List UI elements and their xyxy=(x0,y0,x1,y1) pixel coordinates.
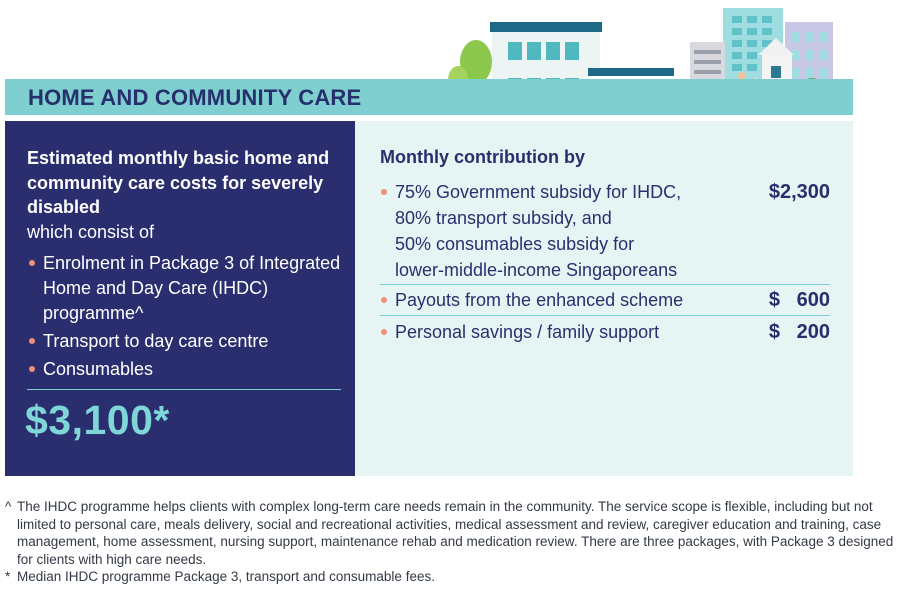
contribution-heading: Monthly contribution by xyxy=(380,147,585,167)
list-item: Consumables xyxy=(27,357,347,382)
list-item: Enrolment in Package 3 of Integrated Home and Day Care (IHDC) programme^ xyxy=(27,251,347,326)
divider xyxy=(380,315,830,316)
bullet-icon xyxy=(381,297,387,303)
contribution-label-line: 80% transport subsidy, and xyxy=(395,208,612,228)
contribution-label-line: 50% consumables subsidy for xyxy=(395,234,635,254)
cost-subheading: which consist of xyxy=(27,222,155,242)
cost-items-list xyxy=(27,251,347,385)
contribution-row-payouts xyxy=(380,287,830,313)
contribution-row-savings xyxy=(380,319,830,345)
total-cost: $3,100* xyxy=(25,397,170,443)
footnotes xyxy=(5,498,905,586)
footnote-median xyxy=(5,568,905,586)
contribution-label: Personal savings / family support xyxy=(395,322,660,342)
footnote-text: Median IHDC programme Package 3, transport and consumable fees. xyxy=(17,569,435,584)
section-title: HOME AND COMMUNITY CARE xyxy=(28,85,362,110)
contribution-amount: $2,300 xyxy=(768,181,830,203)
contribution-label: Payouts from the enhanced scheme xyxy=(395,290,684,310)
divider xyxy=(27,389,341,390)
cost-panel xyxy=(5,121,355,476)
contribution-panel xyxy=(355,121,853,476)
divider xyxy=(380,284,830,285)
contribution-label-line: lower-middle-income Singaporeans xyxy=(395,260,678,280)
contribution-amount: $ 200 xyxy=(768,321,830,343)
contribution-amount: $ 600 xyxy=(768,289,830,311)
footnote-ihdc xyxy=(5,498,905,568)
footnote-text: The IHDC programme helps clients with complex long-term care needs remain in the community. The service scope is flexible, including but not limited to personal care, meals delivery, social and recreational activities, medical assessment and review, caregiver education and training, case management, home assessment, nursing support, maintenance rehab and medication review. There are three packages, with Package 3 designed for clients with high care needs. xyxy=(17,499,894,567)
footnote-mark: ^ xyxy=(5,499,12,514)
footnote-mark: * xyxy=(5,569,11,584)
list-item: Transport to day care centre xyxy=(27,329,347,354)
bullet-icon xyxy=(381,189,387,195)
cost-heading: Estimated monthly basic home and community care costs for severely disabled xyxy=(27,148,330,217)
contribution-label-line: 75% Government subsidy for IHDC, xyxy=(395,182,682,202)
contribution-label xyxy=(395,179,740,283)
bullet-icon xyxy=(381,329,387,335)
contribution-row-government xyxy=(380,179,830,283)
